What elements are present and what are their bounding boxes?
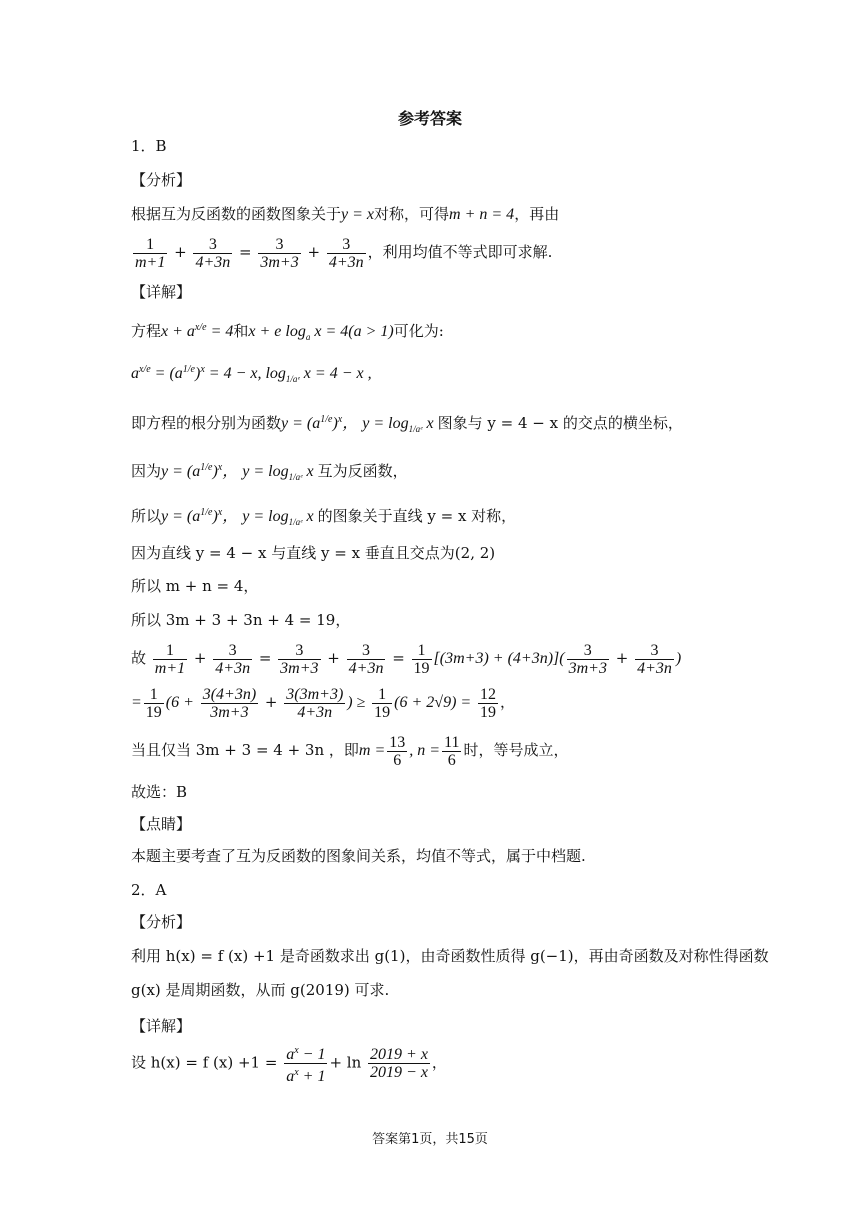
q2-analysis-tag: 【分析】	[131, 913, 192, 931]
text: + ln	[329, 1053, 362, 1072]
math: $x + a^{x/e} = 4$	[161, 322, 234, 340]
q1-analysis-line-1	[131, 204, 559, 225]
text: 和	[233, 322, 249, 340]
q2-analysis-line-1: 利用 h(x) = f (x) +1 是奇函数求出 g(1)，由奇函数性质得 g(−1)，再由奇函数及对称性得函数	[131, 947, 769, 965]
text: 方程	[131, 322, 162, 340]
q1-roots-line	[131, 410, 683, 439]
fraction: $\frac{3}{4+3n}$	[328, 235, 364, 271]
q1-inequality-line: = $\frac{1}{19}$ (6 + $\frac{3(4+3n)}{3m+3}$ + $\frac{3(3m+3)}{4+3n}$ ) ≥ $\frac{1}{19}$ (6 + 2√9) = $\frac{12}{19}$ ，	[131, 685, 515, 721]
text: 即方程的根分别为函数	[131, 414, 282, 432]
q2-detail-tag: 【详解】	[131, 1017, 192, 1035]
q1-comment: 本题主要考查了互为反函数的图象间关系，均值不等式，属于中档题.	[131, 847, 586, 865]
fraction: $\frac{1}{m+1}$	[135, 235, 166, 271]
text: x = 4(a > 1)	[314, 323, 394, 340]
text: 时，等号成立，	[463, 741, 569, 759]
q1-choice: 故选：B	[131, 783, 188, 801]
page-footer: 答案第1页，共15页	[372, 1132, 488, 1147]
q1-transform-line	[131, 360, 372, 389]
q1-so-line	[131, 503, 516, 532]
math-y-eq-x: y = x	[341, 206, 375, 223]
q2-analysis-line-2: g(x) 是周期函数，从而 g(2019) 可求.	[131, 981, 390, 999]
q1-analysis-tag: 【分析】	[131, 171, 192, 189]
q1-detail-tag: 【详解】	[131, 283, 192, 301]
page-title: 参考答案	[397, 109, 462, 128]
q1-analysis-line-2: $\frac{1}{m+1}$ + $\frac{3}{4+3n}$ = $\frac{3}{3m+3}$ + $\frac{3}{4+3n}$ ，利用均值不等式即可求解.	[135, 235, 553, 271]
text: 可化为:	[393, 322, 444, 340]
fraction: $\frac{3}{4+3n}$	[195, 235, 231, 271]
q1-perp-line: 因为直线 y = 4 − x 与直线 y = x 垂直且交点为(2, 2)	[131, 544, 496, 562]
q1-because-line	[131, 458, 408, 487]
text: x + e log	[248, 323, 306, 340]
math: $a^{x/e} = (a^{1/e})^x = 4 - x$, $\log_{1/aᵉ} x = 4 - x$ ,	[131, 364, 372, 384]
q2-detail-line-1: 设 h(x) = f (x) +1 = $\frac{a^x - 1}{a^x + 1}$ + ln $\frac{2019 + x}{2019 - x}$ ，	[131, 1045, 447, 1085]
q2-number: 2．A	[131, 881, 167, 899]
math: $y = (a^{1/e})^x$， $y = \log_{1/aᵉ} x$	[281, 414, 438, 434]
text: ，利用均值不等式即可求解.	[367, 243, 553, 261]
text: 对称，可得	[374, 205, 450, 223]
text: 当且仅当 3m + 3 = 4 + 3n ，即	[131, 741, 359, 759]
q1-equality-line: 当且仅当 3m + 3 = 4 + 3n ，即m = $\frac{13}{6}$ , n = $\frac{11}{6}$ 时，等号成立，	[131, 733, 569, 769]
text: 根据互为反函数的函数图象关于	[131, 205, 342, 223]
math: $y = (a^{1/e})^x$， $y = \log_{1/aᵉ} x$	[161, 462, 318, 482]
text: 故	[131, 649, 147, 667]
text: 互为反函数，	[317, 462, 408, 480]
math: $y = (a^{1/e})^x$， $y = \log_{1/aᵉ} x$	[161, 507, 318, 527]
text: 设 h(x) = f (x) +1 =	[131, 1053, 278, 1072]
fraction: $\frac{3}{3m+3}$	[260, 235, 299, 271]
q1-gu-line: 故 $\frac{1}{m+1}$ + $\frac{3}{4+3n}$ = $\frac{3}{3m+3}$ + $\frac{3}{4+3n}$ = $\frac{1}{19}$ [(3m+3) + (4+3n)]( $\frac{3}{3m+3}$ + $\frac{3}{4+3n}$ )	[131, 641, 682, 677]
text: 的图象关于直线 y = x 对称，	[317, 507, 517, 525]
math: x + e $\log_a x = 4(a > 1)$	[248, 323, 394, 342]
q1-number: 1．B	[131, 137, 167, 155]
text: 图象与 y = 4 − x 的交点的横坐标，	[437, 414, 683, 432]
text: ，	[431, 1053, 447, 1072]
q1-equation-line	[131, 318, 444, 347]
q1-mn-line: 所以 m + n = 4，	[131, 577, 259, 595]
text: 所以	[131, 507, 162, 525]
text: ，再由	[514, 205, 560, 223]
q1-sum-line: 所以 3m + 3 + 3n + 4 = 19，	[131, 611, 351, 629]
text: 因为	[131, 462, 162, 480]
math-m-plus-n: m + n = 4	[449, 206, 515, 223]
q1-comment-tag: 【点睛】	[131, 815, 192, 833]
